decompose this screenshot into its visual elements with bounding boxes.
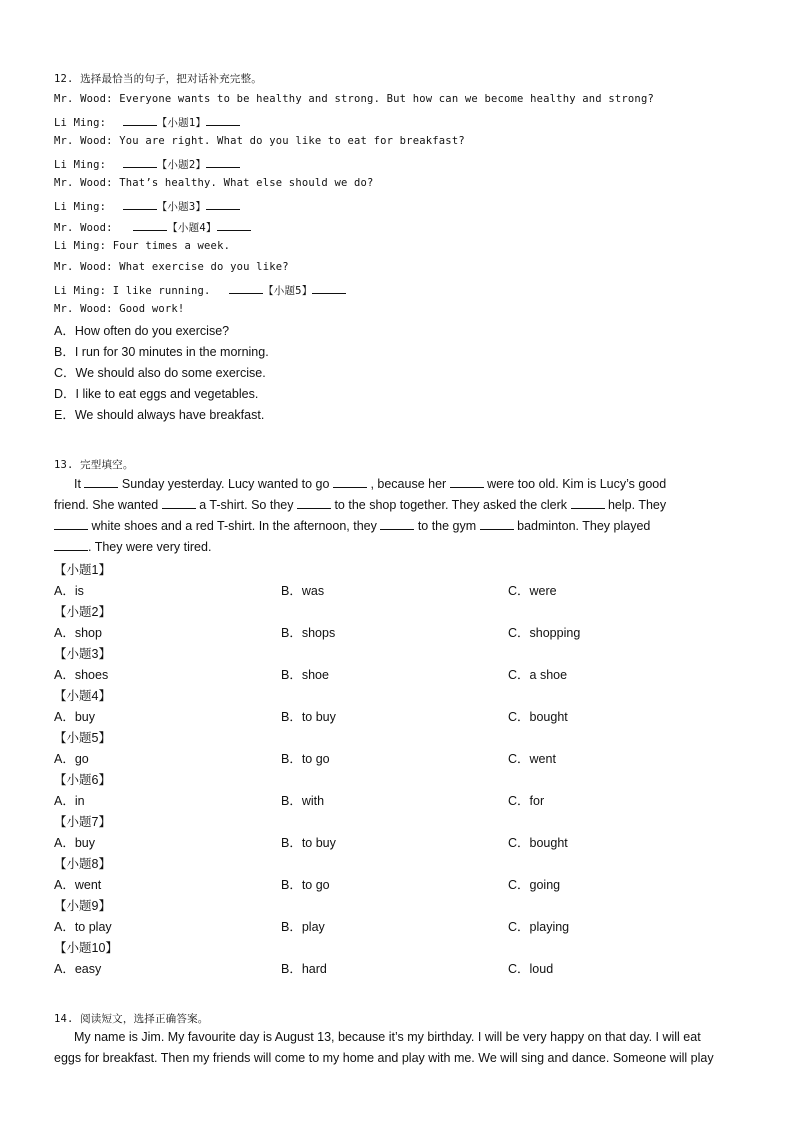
answer-blank[interactable]	[450, 476, 484, 488]
item-9-option-a: A．to play	[54, 920, 112, 934]
blank-label: 【小题2】	[156, 159, 207, 171]
answer-blank[interactable]	[162, 497, 196, 509]
item-8-option-a: A．went	[54, 878, 102, 892]
q12-heading: 12. 选择最恰当的句子，把对话补充完整。	[54, 73, 262, 85]
item-7-option-c: C．bought	[508, 836, 568, 850]
item-10-option-c: C．loud	[508, 962, 554, 976]
dialogue-line-2	[54, 114, 240, 130]
answer-blank[interactable]	[206, 198, 240, 210]
item-3-option-b: B．shoe	[281, 668, 329, 682]
answer-blank[interactable]	[54, 539, 88, 551]
dialogue-line-1	[54, 93, 654, 105]
item-5-option-b: B．to go	[281, 752, 330, 766]
dialogue-line-5	[54, 177, 374, 189]
item-9-option-c: C．playing	[508, 920, 570, 934]
speaker: Li Ming:	[54, 240, 107, 252]
item-1-option-c: C．were	[508, 584, 557, 598]
item-3-option-a: A．shoes	[54, 668, 109, 682]
answer-blank[interactable]	[206, 114, 240, 126]
item-10-option-b: B．hard	[281, 962, 327, 976]
speaker: Li Ming:	[54, 285, 107, 297]
dialogue-line-6	[54, 198, 240, 214]
item-6-option-c: C．for	[508, 794, 545, 808]
item-label-6: 【小题6】	[54, 773, 111, 787]
answer-blank[interactable]	[312, 282, 346, 294]
q13-passage-line-2: friend. She wanted a T-shirt. So they to the shop together. They asked the clerk help. They	[54, 498, 667, 512]
blank-label: 【小题4】	[167, 222, 217, 234]
item-3-option-c: C．a shoe	[508, 668, 568, 682]
item-10-option-a: A．easy	[54, 962, 102, 976]
item-label-8: 【小题8】	[54, 857, 111, 871]
speaker: Li Ming:	[54, 201, 107, 213]
dialogue-text: Four times a week.	[112, 240, 231, 252]
item-4-option-a: A．buy	[54, 710, 95, 724]
item-2-option-c: C．shopping	[508, 626, 581, 640]
q14-passage-line-1: My name is Jim. My favourite day is August 13, because it’s my birthday. I will be very happy on that day. I will eat	[74, 1030, 701, 1044]
blank-label: 【小题1】	[156, 117, 207, 129]
speaker: Mr. Wood:	[54, 93, 113, 105]
item-label-4: 【小题4】	[54, 689, 111, 703]
item-label-1: 【小题1】	[54, 563, 111, 577]
item-label-10: 【小题10】	[54, 941, 118, 955]
answer-blank[interactable]	[217, 219, 251, 231]
answer-blank[interactable]	[333, 476, 367, 488]
item-6-option-a: A．in	[54, 794, 85, 808]
q12-option-e: E．We should always have breakfast.	[54, 408, 265, 422]
answer-blank[interactable]	[123, 198, 157, 210]
item-1-option-a: A．is	[54, 584, 84, 598]
q12-option-b: B．I run for 30 minutes in the morning.	[54, 345, 269, 359]
blank-label: 【小题5】	[263, 285, 313, 297]
answer-blank[interactable]	[297, 497, 331, 509]
item-7-option-a: A．buy	[54, 836, 95, 850]
dialogue-line-3	[54, 135, 465, 147]
q13-heading: 13. 完型填空。	[54, 459, 134, 471]
item-9-option-b: B．play	[281, 920, 325, 934]
speaker: Li Ming:	[54, 117, 107, 129]
speaker: Li Ming:	[54, 159, 107, 171]
item-6-option-b: B．with	[281, 794, 325, 808]
item-5-option-a: A．go	[54, 752, 89, 766]
item-8-option-c: C．going	[508, 878, 561, 892]
q14-passage-line-2: eggs for breakfast. Then my friends will come to my home and play with me. We will sing and dance. Someone will play	[54, 1051, 714, 1065]
dialogue-line-11	[54, 303, 184, 315]
q12-option-d: D．I like to eat eggs and vegetables.	[54, 387, 259, 401]
item-label-9: 【小题9】	[54, 899, 111, 913]
item-2-option-b: B．shops	[281, 626, 336, 640]
item-8-option-b: B．to go	[281, 878, 330, 892]
answer-blank[interactable]	[206, 156, 240, 168]
dialogue-text: What exercise do you like?	[119, 261, 289, 273]
blank-label: 【小题3】	[156, 201, 207, 213]
item-label-5: 【小题5】	[54, 731, 111, 745]
answer-blank[interactable]	[480, 518, 514, 530]
item-4-option-c: C．bought	[508, 710, 568, 724]
answer-blank[interactable]	[133, 219, 167, 231]
speaker: Mr. Wood:	[54, 261, 113, 273]
speaker: Mr. Wood:	[54, 222, 113, 234]
q13-passage-line-1: It Sunday yesterday. Lucy wanted to go , because her were too old. Kim is Lucy’s good	[74, 477, 667, 491]
answer-blank[interactable]	[229, 282, 263, 294]
speaker: Mr. Wood:	[54, 303, 113, 315]
q13-passage-line-4: . They were very tired.	[54, 539, 744, 554]
answer-blank[interactable]	[123, 156, 157, 168]
dialogue-line-4	[54, 156, 240, 172]
dialogue-text: That’s healthy. What else should we do?	[119, 177, 374, 189]
dialogue-line-9	[54, 261, 289, 273]
item-label-3: 【小题3】	[54, 647, 111, 661]
dialogue-text: Everyone wants to be healthy and strong. But how can we become healthy and strong?	[119, 93, 654, 105]
dialogue-text: You are right. What do you like to eat for breakfast?	[119, 135, 465, 147]
answer-blank[interactable]	[54, 518, 88, 530]
dialogue-line-10	[54, 282, 346, 298]
q12-option-c: C．We should also do some exercise.	[54, 366, 266, 380]
q12-option-a: A．How often do you exercise?	[54, 324, 230, 338]
speaker: Mr. Wood:	[54, 135, 113, 147]
answer-blank[interactable]	[571, 497, 605, 509]
item-5-option-c: C．went	[508, 752, 556, 766]
item-label-2: 【小题2】	[54, 605, 111, 619]
dialogue-text: Good work!	[119, 303, 185, 315]
item-2-option-a: A．shop	[54, 626, 102, 640]
answer-blank[interactable]	[123, 114, 157, 126]
item-4-option-b: B．to buy	[281, 710, 336, 724]
q14-heading: 14. 阅读短文，选择正确答案。	[54, 1013, 209, 1025]
dialogue-line-7	[54, 219, 251, 235]
item-7-option-b: B．to buy	[281, 836, 336, 850]
item-1-option-b: B．was	[281, 584, 325, 598]
answer-blank[interactable]	[380, 518, 414, 530]
q13-passage-line-3: white shoes and a red T-shirt. In the afternoon, they to the gym badminton. They played	[54, 518, 744, 533]
dialogue-line-8	[54, 240, 230, 252]
dialogue-text: I like running.	[112, 285, 211, 297]
answer-blank[interactable]	[84, 476, 118, 488]
speaker: Mr. Wood:	[54, 177, 113, 189]
item-label-7: 【小题7】	[54, 815, 111, 829]
